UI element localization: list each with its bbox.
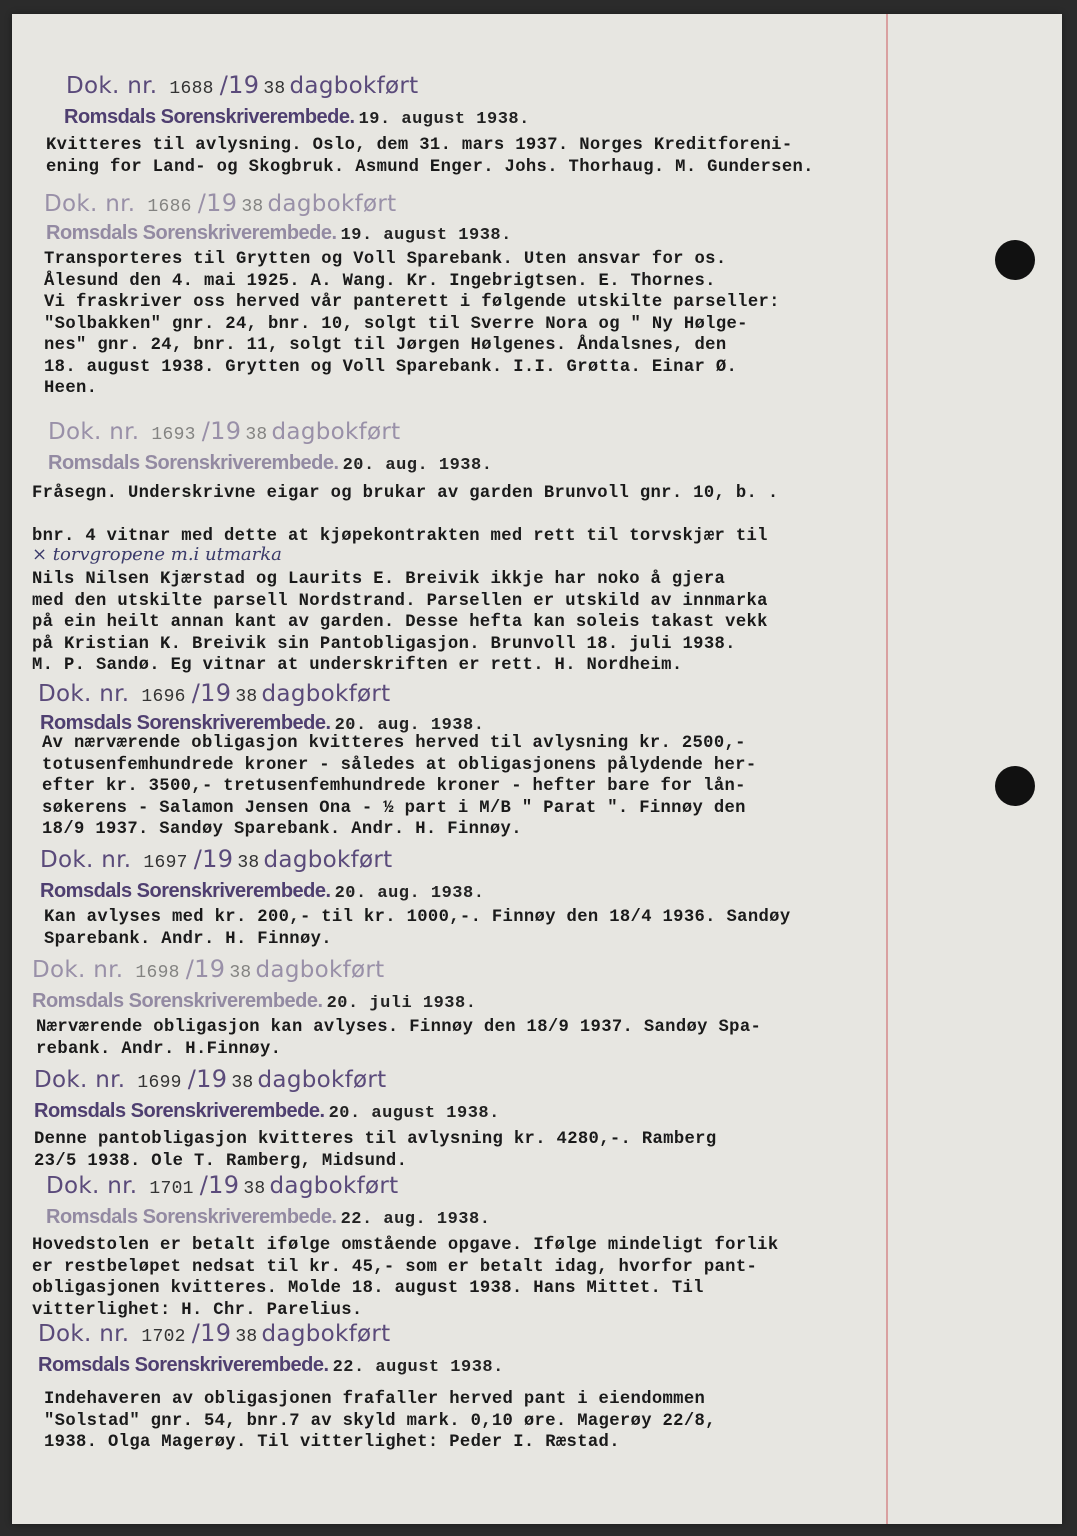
entry-text: Hovedstolen er betalt ifølge omstående opgave. Ifølge mindeligt forlik er restbeløpet nedsat til kr. 45,- som er betalt idag, hvorfor pant- obligasjonen kvitteres. Molde 18. august 1938. Hans Mittet. Til vitterlighet: H. Chr. Parelius. [32, 1236, 779, 1320]
entry-text: Nærværende obligasjon kan avlyses. Finnøy den 18/9 1937. Sandøy Spa- rebank. Andr. H.Finnøy. [36, 1018, 762, 1059]
entry-text: Denne pantobligasjon kvitteres til avlysning kr. 4280,-. Ramberg 23/5 1938. Ole T. Ramberg, Midsund. [34, 1130, 717, 1171]
dok-stamp: Dok. nr. 1698 /19 38 dagbokført [32, 955, 385, 983]
entry-1701 [32, 1170, 779, 1321]
entry-text: Indehaveren av obligasjonen frafaller herved pant i eiendommen "Solstad" gnr. 54, bnr.7 av skyld mark. 0,10 øre. Magerøy 22/8, 1938. Olga Magerøy. Til vitterlighet: Peder I. Ræstad. [44, 1390, 716, 1452]
office-stamp: Romsdals Sorenskriverembede. 19. august 1938. [46, 222, 512, 245]
dok-stamp: Dok. nr. 1697 /19 38 dagbokført [40, 845, 393, 873]
office-stamp: Romsdals Sorenskriverembede. 19. august 1938. [64, 106, 530, 129]
entry-1686 [44, 188, 780, 400]
office-stamp: Romsdals Sorenskriverembede. 20. aug. 1938. [40, 880, 485, 903]
punch-hole [995, 766, 1035, 806]
office-stamp: Romsdals Sorenskriverembede. 20. aug. 1938. [40, 712, 485, 735]
office-stamp: Romsdals Sorenskriverembede. 22. august 1938. [38, 1354, 504, 1377]
entry-1699 [34, 1064, 717, 1172]
handwritten-note: × torvgropene m.i utmarka [32, 544, 282, 565]
entry-1698 [32, 954, 761, 1060]
entry-1697 [40, 844, 791, 950]
margin-line [886, 14, 888, 1524]
entry-text: Transporteres til Grytten og Voll Sparebank. Uten ansvar for os. Ålesund den 4. mai 1925. A. Wang. Kr. Ingebrigtsen. E. Thornes. Vi fraskriver oss herved vår panterett i følgende utskilte parseller: "Solbakken" gnr. 24, bnr. 10, solgt til Sverre Nora og " Ny Hølge- nes" gnr. 24, bnr. 11, solgt til Jørgen Hølgenes. Åndalsnes, den 18. august 1938. Grytten og Voll Sparebank. I.I. Grøtta. Einar Ø. Heen. [44, 250, 780, 398]
entry-text: Kvitteres til avlysning. Oslo, dem 31. mars 1937. Norges Kreditforeni- ening for Land- og Skogbruk. Asmund Enger. Johs. Thorhaug. M. Gundersen. [46, 136, 814, 177]
entry-1702 [38, 1318, 716, 1454]
entry-text: Kan avlyses med kr. 200,- til kr. 1000,-. Finnøy den 18/4 1936. Sandøy Sparebank. Andr. H. Finnøy. [44, 908, 791, 949]
office-stamp: Romsdals Sorenskriverembede. 20. august 1938. [34, 1100, 500, 1123]
punch-hole [995, 240, 1035, 280]
entry-text: Fråsegn. Underskrivne eigar og brukar av garden Brunvoll gnr. 10, b. . bnr. 4 vitnar med dette at kjøpekontrakten med rett til torvskjær til Nils Nilsen Kjærstad og Laurits E. Breivik ikkje har noko å gjera med den utskilte parsell Nordstrand. Parsellen er utskild av innmarka på ein heilt annan kant av garden. Desse hefta kan soleis takast vekk på Kristian K. Breivik sin Pantobligasjon. Brunvoll 18. juli 1938. M. P. Sandø. Eg vitnar at underskriften er rett. H. Nordheim. [32, 484, 779, 675]
dok-stamp: Dok. nr. 1693 /19 38 dagbokført [48, 417, 401, 445]
office-stamp: Romsdals Sorenskriverembede. 20. aug. 1938. [48, 452, 493, 475]
dok-stamp: Dok. nr. 1696 /19 38 dagbokført [38, 679, 391, 707]
entry-1688 [46, 70, 814, 178]
dok-stamp: Dok. nr. 1702 /19 38 dagbokført [38, 1319, 391, 1347]
dok-stamp: Dok. nr. 1688 /19 38 dagbokført [66, 71, 419, 99]
document-page [12, 14, 1062, 1524]
office-stamp: Romsdals Sorenskriverembede. 22. aug. 1938. [46, 1206, 491, 1229]
office-stamp: Romsdals Sorenskriverembede. 20. juli 1938. [32, 990, 477, 1013]
dok-stamp: Dok. nr. 1686 /19 38 dagbokført [44, 189, 397, 217]
dok-stamp: Dok. nr. 1701 /19 38 dagbokført [46, 1171, 399, 1199]
entry-text: Av nærværende obligasjon kvitteres herved til avlysning kr. 2500,- totusenfemhundrede kroner - således at obligasjonens pålydende her- efter kr. 3500,- tretusenfemhundrede kroner - hefter bare for lån- søkerens - Salamon Jensen Ona - ½ part i M/B " Parat ". Finnøy den 18/9 1937. Sandøy Sparebank. Andr. H. Finnøy. [42, 734, 757, 839]
dok-stamp: Dok. nr. 1699 /19 38 dagbokført [34, 1065, 387, 1093]
entry-1696 [38, 678, 757, 841]
